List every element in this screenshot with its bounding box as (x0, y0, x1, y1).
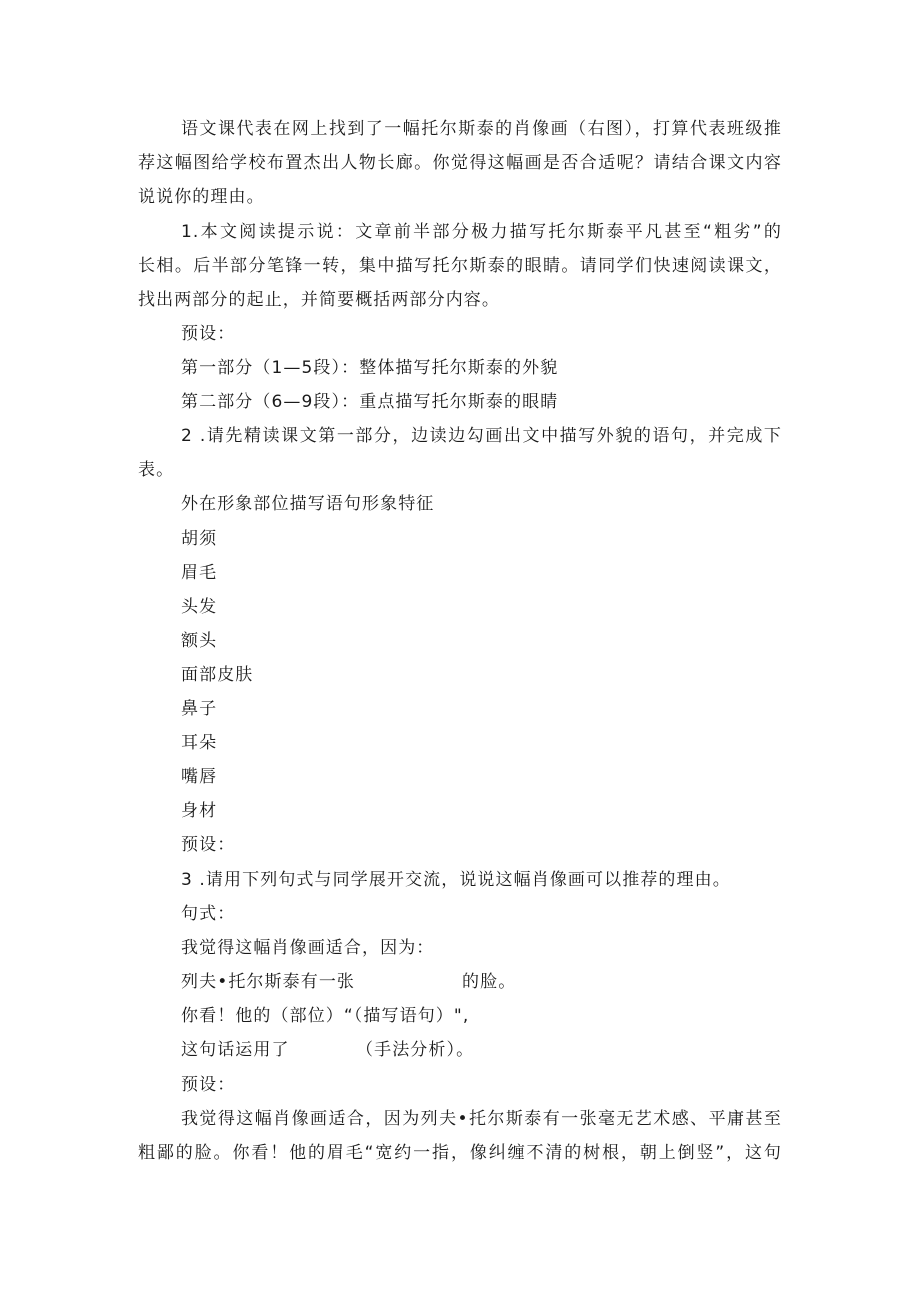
q3-sentence-4a: 这句话运用了 (181, 1040, 290, 1060)
intro-line-2: 荐这幅图给学校布置杰出人物长廊。你觉得这幅画是否合适呢？请结合课文内容 (138, 153, 782, 173)
q1-part-1: 第一部分（1—5段）：整体描写托尔斯泰的外貌 (181, 358, 559, 378)
q3-preset-label: 预设： (181, 1075, 236, 1095)
q2-row-forehead: 额头 (181, 631, 218, 651)
q3-answer-line-1: 我觉得这幅肖像画适合，因为列夫•托尔斯泰有一张毫无艺术感、平庸甚至 (181, 1109, 782, 1129)
q3-sentence-3: 你看！他的（部位）“（描写语句）", (181, 1006, 470, 1026)
q2-row-hair: 头发 (181, 597, 218, 617)
q2-row-skin: 面部皮肤 (181, 665, 254, 685)
q3-sentence-1: 我觉得这幅肖像画适合，因为： (181, 938, 435, 958)
q1-part-2: 第二部分（6—9段）：重点描写托尔斯泰的眼睛 (181, 392, 559, 412)
q2-line-1: 2 .请先精读课文第一部分，边读边勾画出文中描写外貌的语句，并完成下 (181, 426, 782, 446)
q3-line-1: 3 .请用下列句式与同学展开交流，说说这幅肖像画可以推荐的理由。 (181, 870, 731, 890)
q2-row-nose: 鼻子 (181, 699, 218, 719)
q2-row-build: 身材 (181, 801, 218, 821)
q3-sentence-2b: 的脸。 (462, 972, 517, 992)
q2-row-lips: 嘴唇 (181, 767, 218, 787)
q3-pattern-label: 句式： (181, 904, 236, 924)
q1-preset-label: 预设： (181, 324, 236, 344)
q2-row-beard: 胡须 (181, 529, 218, 549)
q2-row-eyebrows: 眉毛 (181, 563, 218, 583)
q2-table-header: 外在形象部位描写语句形象特征 (181, 494, 435, 514)
q2-preset-label: 预设： (181, 835, 236, 855)
intro-line-3: 说说你的理由。 (138, 187, 265, 207)
q2-row-ears: 耳朵 (181, 733, 218, 753)
q3-answer-line-2: 粗鄙的脸。你看！他的眉毛“宽约一指，像纠缠不清的树根，朝上倒竖”，这句 (138, 1143, 782, 1163)
q2-line-2: 表。 (138, 460, 175, 480)
q1-line-1: 1.本文阅读提示说：文章前半部分极力描写托尔斯泰平凡甚至“粗劣”的 (181, 222, 782, 242)
q3-sentence-2a: 列夫•托尔斯泰有一张 (181, 972, 356, 992)
q3-sentence-4b: （手法分析）。 (356, 1040, 475, 1060)
q1-line-2: 长相。后半部分笔锋一转，集中描写托尔斯泰的眼睛。请同学们快速阅读课文， (138, 256, 782, 276)
intro-line-1: 语文课代表在网上找到了一幅托尔斯泰的肖像画（右图），打算代表班级推 (181, 119, 782, 139)
q1-line-3: 找出两部分的起止，并简要概括两部分内容。 (138, 290, 500, 310)
